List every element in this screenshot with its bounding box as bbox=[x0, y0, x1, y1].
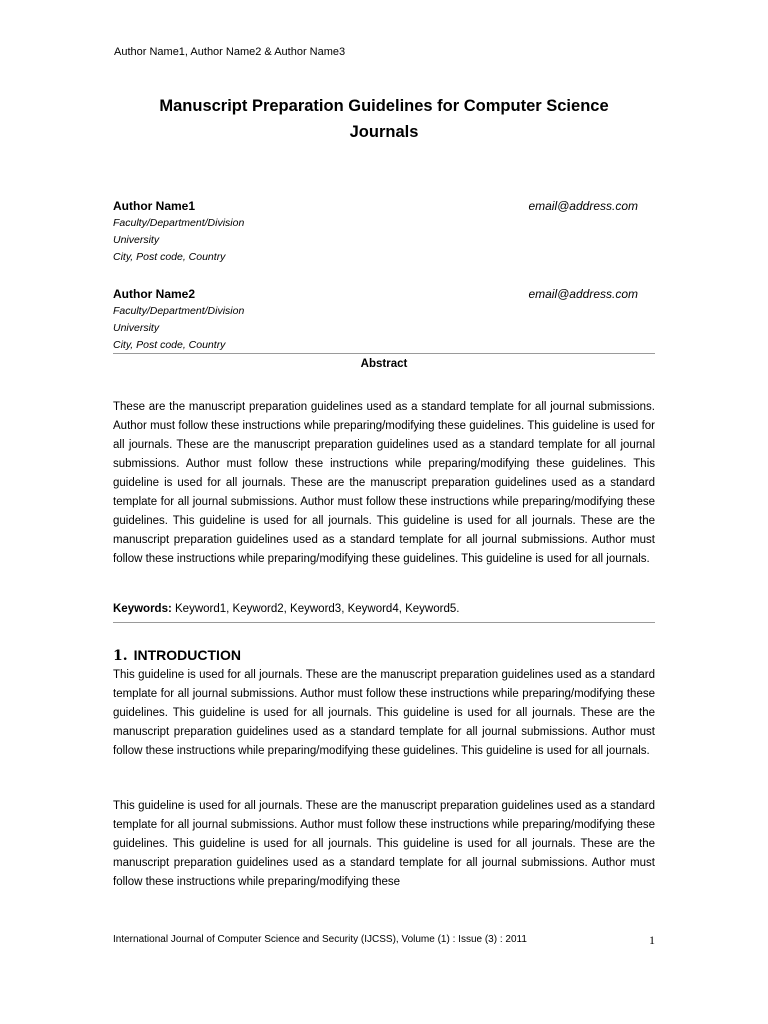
title-line-2: Journals bbox=[349, 123, 419, 141]
section-number: 1. bbox=[113, 648, 128, 664]
author-location: City, Post code, Country bbox=[113, 339, 226, 351]
keywords-label: Keywords: bbox=[113, 603, 172, 615]
author-name: Author Name1 bbox=[113, 199, 196, 213]
section-title: INTRODUCTION bbox=[133, 647, 241, 663]
author-university: University bbox=[113, 234, 160, 246]
body-paragraph: This guideline is used for all journals. These are the manuscript preparation guidelines used as a standard template for all journal submissions. Author must follow these instructions while preparing/modifying these guidelines. This guideline is used for all journals. This guideline is used for all journals. These are the manuscript preparation guidelines used as a standard template for all journal submissions. Author must follow these instructions while preparing/modifying these guidelines. This guideline is used for all journals. bbox=[113, 669, 655, 757]
author-name: Author Name2 bbox=[113, 287, 196, 301]
author-email: email@address.com bbox=[528, 199, 638, 213]
abstract-heading: Abstract bbox=[360, 358, 408, 370]
section-heading-introduction bbox=[113, 647, 241, 664]
paper-title bbox=[100, 93, 668, 145]
title-line-1: Manuscript Preparation Guidelines for Computer Science bbox=[159, 97, 609, 115]
keywords-value: Keyword1, Keyword2, Keyword3, Keyword4, Keyword5. bbox=[175, 603, 460, 615]
author-department: Faculty/Department/Division bbox=[113, 305, 245, 317]
author-block-2 bbox=[113, 286, 638, 354]
page-number: 1 bbox=[649, 933, 655, 947]
author-block-1 bbox=[113, 198, 638, 266]
author-location: City, Post code, Country bbox=[113, 251, 226, 263]
author-department: Faculty/Department/Division bbox=[113, 217, 245, 229]
running-head: Author Name1, Author Name2 & Author Name3 bbox=[114, 46, 346, 58]
abstract-text: These are the manuscript preparation guidelines used as a standard template for all journal submissions. Author must follow these instructions while preparing/modifying these guidelines. This guideline is used for all journals. These are the manuscript preparation guidelines used as a standard template for all journal submissions. Author must follow these instructions while preparing/modifying these guidelines. This guideline is used for all journals. These are the manuscript preparation guidelines used as a standard template for all journal submissions. Author must follow these instructions while preparing/modifying these guidelines. This guideline is used for all journals. This guideline is used for all journals. These are the manuscript preparation guidelines used as a standard template for all journal submissions. Author must follow these instructions while preparing/modifying these guidelines. This guideline is used for all journals. bbox=[113, 401, 655, 565]
author-email: email@address.com bbox=[528, 287, 638, 301]
footer-journal: International Journal of Computer Science and Security (IJCSS), Volume (1) : Issue (3) : 2011 bbox=[113, 934, 527, 945]
keywords-line bbox=[113, 603, 459, 615]
divider-rule bbox=[113, 353, 655, 354]
author-university: University bbox=[113, 322, 160, 334]
body-paragraph: This guideline is used for all journals. These are the manuscript preparation guidelines used as a standard template for all journal submissions. Author must follow these instructions while preparing/modifying these guidelines. This guideline is used for all journals. This guideline is used for all journals. These are the manuscript preparation guidelines used as a standard template for all journal submissions. Author must follow these instructions while preparing/modifying these bbox=[113, 800, 655, 888]
divider-rule bbox=[113, 622, 655, 623]
